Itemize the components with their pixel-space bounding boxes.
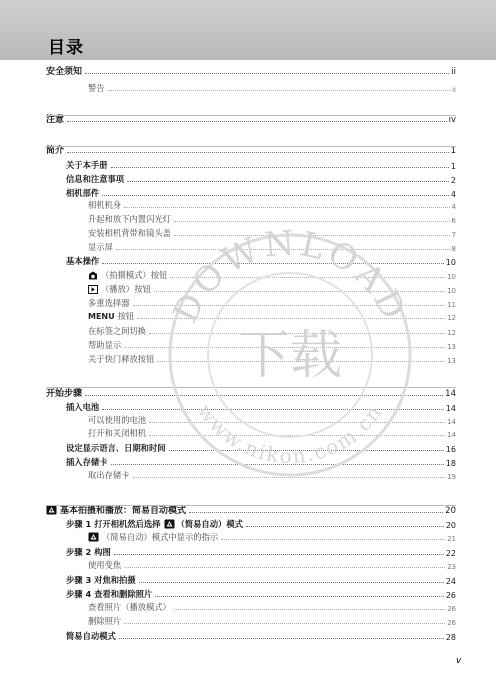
toc-page-number: 14	[445, 389, 456, 399]
toc-entry[interactable]	[88, 271, 456, 281]
toc-page-number: 10	[447, 287, 456, 295]
dot-leader	[137, 318, 445, 319]
toc-entry-label	[66, 401, 99, 413]
toc-entry-text-continued: （简易自动）模式	[176, 519, 243, 529]
toc-page-number: 28	[445, 633, 456, 642]
toc-entry-text: 开始步骤	[46, 389, 83, 399]
toc-page-number: 14	[447, 418, 456, 426]
toc-entry-text: 简易自动模式	[66, 631, 116, 641]
toc-entry-text: 帮助显示	[88, 340, 122, 350]
dot-leader	[133, 477, 446, 478]
toc-page-number: 23	[447, 563, 456, 571]
toc-entry[interactable]	[88, 299, 456, 309]
dot-leader	[246, 526, 444, 527]
toc-page-number: 18	[445, 459, 456, 468]
toc-entry[interactable]	[66, 174, 456, 185]
toc-entry[interactable]	[88, 533, 456, 543]
dot-leader	[174, 221, 450, 222]
page-header-band	[0, 0, 496, 60]
toc-entry[interactable]	[88, 429, 456, 439]
dot-leader	[102, 263, 444, 264]
toc-entry-text: 简介	[46, 146, 65, 156]
toc-entry-text: 信息和注意事项	[66, 174, 125, 184]
toc-entry-text: 基本操作	[66, 256, 100, 266]
toc-entry-label	[88, 414, 146, 426]
dot-leader	[124, 207, 449, 208]
toc-entry-label	[66, 442, 166, 454]
toc-page-number: 8	[451, 245, 456, 253]
toc-entry-label	[88, 339, 121, 351]
toc-entry-label	[88, 615, 121, 627]
easy-auto-mode-icon	[164, 519, 175, 529]
dot-leader	[149, 333, 445, 334]
toc-page-number: 4	[451, 203, 456, 211]
page-number: v	[456, 656, 462, 666]
toc-entry-label	[66, 574, 136, 586]
toc-page-number: 22	[445, 549, 456, 558]
toc-page-number: 26	[447, 605, 456, 613]
dot-leader	[102, 409, 444, 410]
toc-entry[interactable]	[66, 575, 456, 586]
dot-leader	[149, 435, 445, 436]
playback-icon	[88, 285, 98, 294]
toc-page-number: 1	[450, 162, 456, 171]
toc-entry-text: 显示屏	[88, 242, 113, 252]
easy-auto-mode-icon	[46, 505, 57, 515]
toc-entry-text: 查看照片（播放模式）	[88, 602, 171, 612]
watermark-top-text: DOWNLOAD	[165, 225, 415, 330]
toc-entry[interactable]	[66, 256, 456, 267]
toc-entry-label	[66, 159, 108, 171]
dot-leader	[119, 638, 444, 639]
toc-entry-text: 步骤 2 构图	[66, 547, 111, 557]
dot-leader	[155, 596, 444, 597]
toc-entry-text: 关于本手册	[66, 160, 108, 170]
toc-page-number: ii	[451, 67, 456, 77]
toc-page-number: 26	[445, 591, 456, 600]
toc-page-number: 14	[445, 404, 456, 413]
toc-entry-text: 打开和关闭相机	[88, 428, 147, 438]
dot-leader	[108, 90, 451, 91]
easy-auto-mode-icon	[88, 532, 99, 542]
page-title: 目录	[48, 38, 84, 58]
toc-entry-text: 警告	[88, 83, 105, 93]
toc-entry[interactable]	[46, 112, 456, 125]
toc-entry-text: 在标签之间切换	[88, 326, 147, 336]
toc-page-number: 13	[447, 343, 456, 351]
watermark-center-text: 下载	[237, 326, 343, 386]
toc-entry[interactable]	[88, 471, 456, 481]
dot-leader	[116, 249, 450, 250]
toc-entry-label	[66, 173, 124, 185]
toc-entry-label	[88, 469, 130, 481]
dot-leader	[154, 291, 445, 292]
toc-entry[interactable]	[88, 416, 456, 426]
toc-entry-text: 基本拍摄和播放：简易自动模式	[60, 506, 187, 516]
toc-page-number: 21	[447, 535, 456, 543]
toc-page-number: 11	[447, 301, 456, 309]
toc-entry-label	[66, 588, 152, 600]
toc-entry-label	[88, 559, 121, 571]
toc-entry-label	[88, 213, 171, 225]
toc-entry[interactable]	[88, 201, 456, 211]
toc-page-number: 10	[447, 273, 456, 281]
dot-leader	[111, 167, 449, 168]
toc-entry[interactable]	[88, 84, 456, 94]
toc-page-number: 12	[447, 329, 456, 337]
camera-shooting-mode-icon	[88, 271, 98, 280]
dot-leader	[85, 73, 449, 74]
toc-page-number: 10	[445, 258, 456, 267]
dot-leader	[67, 121, 447, 122]
toc-entry-label	[66, 518, 243, 530]
dot-leader	[127, 181, 449, 182]
dot-leader	[67, 152, 449, 153]
toc-entry[interactable]	[66, 160, 456, 171]
toc-entry-label	[88, 297, 130, 309]
toc-entry[interactable]	[66, 457, 456, 468]
watermark-bottom-text: www.nikon.com.cn	[192, 399, 388, 469]
toc-page-number: 4	[450, 190, 456, 199]
toc-page-number: 19	[447, 473, 456, 481]
menu-icon: MENU	[88, 311, 115, 321]
toc-entry-label	[88, 227, 171, 239]
toc-entry-label	[88, 310, 134, 322]
toc-entry-text: 设定显示语言、日期和时间	[66, 443, 166, 453]
toc-page-number: 20	[445, 521, 456, 530]
toc-entry-text: 相机机身	[88, 200, 122, 210]
toc-entry[interactable]	[88, 355, 456, 365]
toc-page-number: iv	[448, 115, 456, 125]
toc-entry[interactable]	[88, 285, 456, 295]
toc-entry-label	[88, 427, 146, 439]
section-divider	[46, 505, 456, 506]
toc-entry[interactable]	[66, 188, 456, 199]
toc-entry[interactable]	[88, 215, 456, 225]
dot-leader	[133, 305, 446, 306]
toc-entry-text: 插入电池	[66, 402, 100, 412]
toc-page-number: 14	[447, 431, 456, 439]
toc-entry-text: 注意	[46, 115, 65, 125]
dot-leader	[169, 450, 444, 451]
toc-entry-label	[88, 241, 113, 253]
dot-leader	[114, 554, 444, 555]
toc-entry-text: 取出存储卡	[88, 470, 130, 480]
toc-entry[interactable]	[66, 547, 456, 558]
toc-entry-text: 插入存储卡	[66, 457, 108, 467]
section-divider	[46, 146, 456, 147]
toc-entry-text: 关于快门释放按钮	[88, 354, 155, 364]
toc-entry[interactable]	[66, 589, 456, 600]
toc-entry[interactable]	[46, 64, 456, 77]
toc-entry-label	[88, 353, 154, 365]
toc-page-number: 16	[445, 445, 456, 454]
toc-entry-label	[66, 255, 99, 267]
toc-entry[interactable]	[88, 341, 456, 351]
toc-entry-label	[88, 325, 146, 337]
toc-entry-text: 安装相机背带和镜头盖	[88, 228, 171, 238]
toc-entry-text: 可以使用的电池	[88, 415, 147, 425]
toc-page-number: 2	[450, 176, 456, 185]
dot-leader	[221, 539, 445, 540]
toc-entry-text: 按钮	[117, 311, 135, 321]
toc-entry-label	[66, 456, 108, 468]
dot-leader	[174, 235, 450, 236]
toc-entry[interactable]	[88, 603, 456, 613]
toc-entry[interactable]	[88, 327, 456, 337]
toc-entry-label	[66, 630, 116, 642]
toc-entry[interactable]	[66, 402, 456, 413]
toc-entry-text: 删除照片	[88, 616, 122, 626]
dot-leader	[85, 395, 443, 396]
toc-entry-label	[46, 143, 64, 156]
toc-entry-text: 相机部件	[66, 188, 100, 198]
toc-entry-label	[88, 199, 121, 211]
toc-entry-text: 步骤 3 对焦和拍摄	[66, 575, 136, 585]
toc-entry[interactable]	[88, 229, 456, 239]
dot-leader	[124, 347, 445, 348]
toc-entry-label	[66, 546, 111, 558]
toc-entry-text: 步骤 4 查看和删除照片	[66, 589, 153, 599]
toc-entry-label	[66, 187, 99, 199]
dot-leader	[111, 464, 444, 465]
toc-entry-text: 升起和放下内置闪光灯	[88, 214, 171, 224]
toc-entry-label	[88, 601, 171, 613]
toc-entry-label	[88, 531, 218, 543]
section-divider	[46, 387, 456, 388]
toc-entry-label	[46, 112, 64, 125]
toc-page-number: 1	[450, 146, 456, 156]
toc-entry[interactable]	[66, 443, 456, 454]
dot-leader	[124, 623, 445, 624]
toc-entry-text: （简易自动）模式中显示的指示	[102, 532, 219, 542]
toc-entry-text: 多重选择器	[88, 298, 130, 308]
toc-entry[interactable]	[88, 561, 456, 571]
dot-leader	[124, 567, 445, 568]
toc-entry-text: 使用变焦	[88, 560, 122, 570]
toc-page-number: 13	[447, 357, 456, 365]
toc-entry[interactable]	[88, 243, 456, 253]
toc-entry-label	[88, 283, 151, 295]
dot-leader	[102, 195, 449, 196]
dot-leader	[170, 277, 445, 278]
dot-leader	[157, 361, 445, 362]
toc-entry-label	[88, 269, 167, 281]
toc-page-number: 24	[445, 577, 456, 586]
toc-page-number: 26	[447, 619, 456, 627]
toc-entry[interactable]	[66, 519, 456, 530]
toc-entry-label	[88, 82, 105, 94]
toc-entry-text: 安全须知	[46, 67, 83, 77]
dot-leader	[149, 422, 445, 423]
toc-entry[interactable]	[66, 631, 456, 642]
dot-leader	[174, 609, 445, 610]
toc-page-number: 7	[451, 231, 456, 239]
toc-page-number: ii	[452, 86, 456, 94]
toc-entry[interactable]	[88, 312, 456, 322]
toc-entry-text: 步骤 1 打开相机然后选择	[66, 519, 161, 529]
section-divider	[46, 115, 456, 116]
toc-page-number: 20	[445, 506, 456, 516]
toc-entry-text: （播放）按钮	[101, 284, 151, 294]
toc-entry[interactable]	[88, 617, 456, 627]
toc-entry-text: （拍摄模式）按钮	[101, 270, 168, 280]
toc-entry[interactable]	[46, 143, 456, 156]
dot-leader	[189, 512, 443, 513]
dot-leader	[139, 582, 444, 583]
toc-entry-label	[46, 64, 82, 77]
toc-page-number: 6	[451, 217, 456, 225]
toc-page-number: 12	[447, 314, 456, 322]
